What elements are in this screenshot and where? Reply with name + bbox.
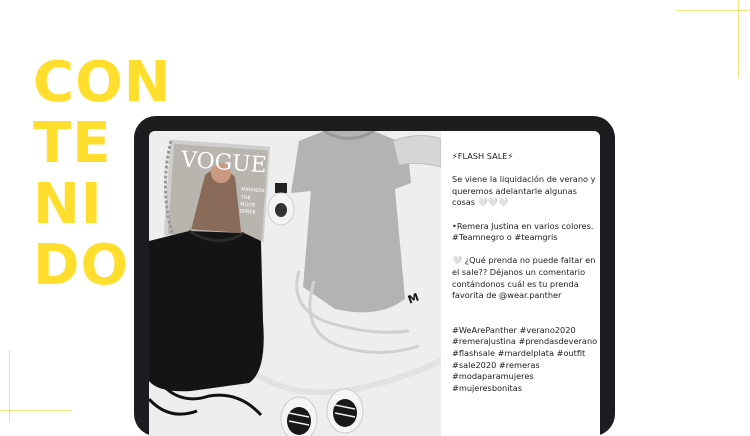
corner-line-bottom-h (0, 410, 72, 411)
magazine-cover-line-3: MODE (239, 201, 256, 209)
heading-line-1: CON (33, 50, 172, 115)
heading-line-2: TE (33, 111, 112, 176)
post-paragraph-2: •Remera Justina en varios colores. #Teamnegro o #teamgris (452, 220, 594, 243)
magazine-cover-line-1: MIRANDA (240, 186, 265, 195)
heading-line-3: NI (33, 172, 103, 237)
post-hashtags: #WeArePanther #verano2020 #remerajustina #prendasdeverano #flashsale #mardelplata #outfit #sale2020 #remeras #modaparamujeres #mujeresbonitas (452, 324, 598, 393)
heading-line-4: DO (33, 233, 130, 298)
post-paragraph-3: 🤍 ¿Qué prenda no puede faltar en el sale?? Déjanos un comentario contándonos cuál es tu prenda favorita de @wear.panther (452, 255, 596, 301)
magazine-title: VOGUE (180, 147, 268, 179)
tablet-mockup (134, 116, 615, 436)
tablet-screen (149, 131, 600, 436)
magazine-cover-line-4: SPREE (239, 208, 256, 216)
sunglasses (393, 135, 441, 167)
corner-line-top-v (738, 0, 739, 78)
corner-line-bottom-v (9, 350, 10, 422)
post-paragraph-1: Se viene la liquidación de verano y queremos adelantarle algunas cosas 🤍🤍🤍 (452, 174, 596, 208)
magazine (164, 140, 270, 243)
grey-shirt (291, 131, 411, 312)
magazine-cover-line-2: THE (240, 194, 251, 202)
post-caption (452, 151, 600, 406)
page-heading (33, 52, 172, 296)
product-photo (149, 131, 441, 436)
shirt-mark: M (406, 290, 421, 307)
post-title: ⚡FLASH SALE⚡ (452, 151, 514, 161)
